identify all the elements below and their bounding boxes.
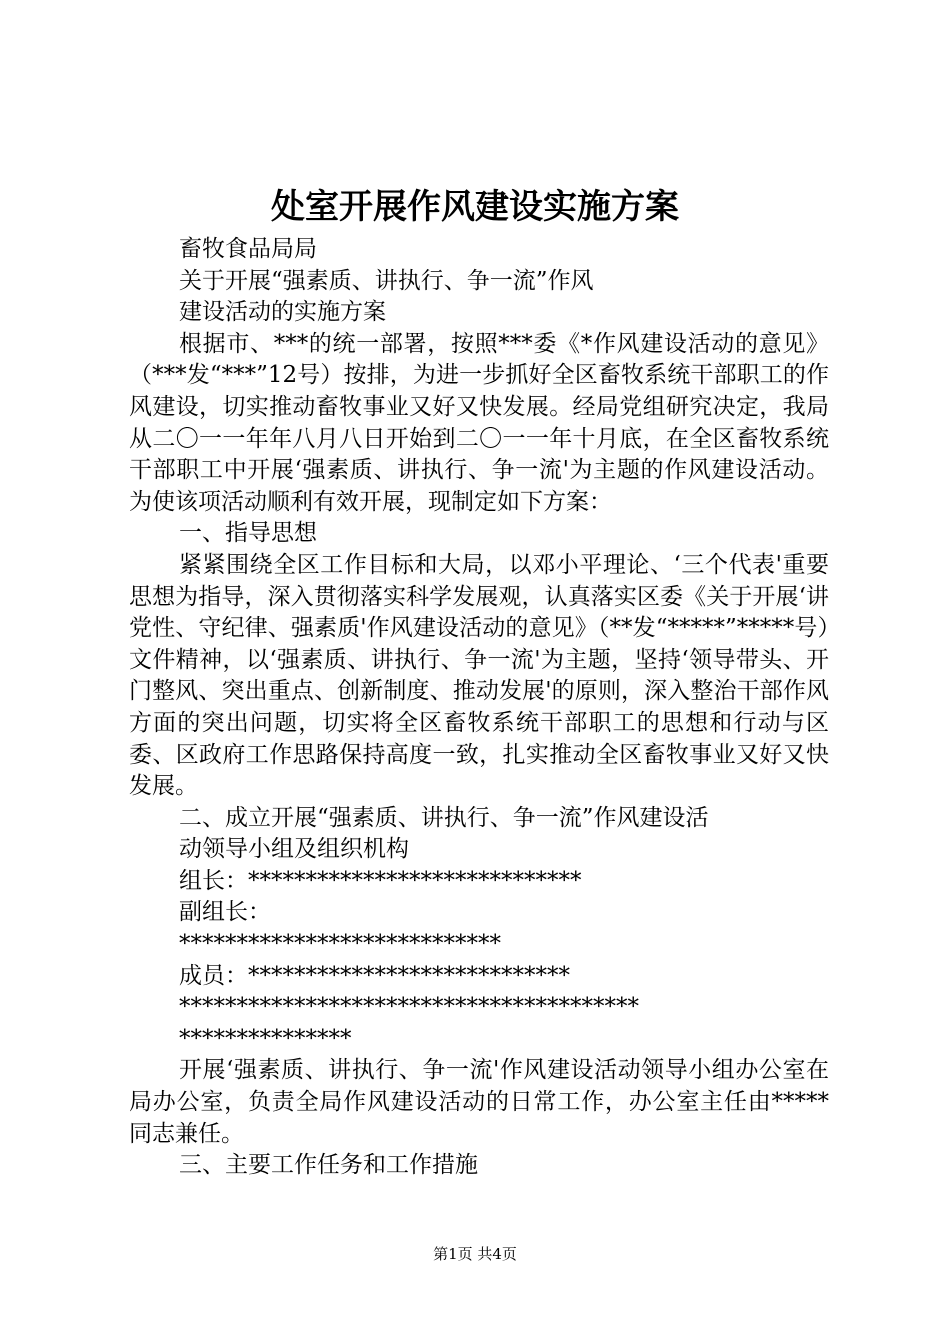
members-line-1: 成员：**************************** xyxy=(179,962,570,989)
deputy-value: **************************** xyxy=(179,931,501,958)
document-title: 处室开展作风建设实施方案 xyxy=(271,187,679,227)
deputy-label: 副组长： xyxy=(179,899,271,926)
page-footer: 第1页 共4页 xyxy=(433,1245,517,1263)
subtitle-line-2: 建设活动的实施方案 xyxy=(179,299,386,326)
section-heading-3: 三、主要工作任务和工作措施 xyxy=(179,1152,478,1179)
subtitle-line-1: 关于开展“强素质、讲执行、争一流”作风 xyxy=(179,267,594,294)
section-heading-2-line-1: 二、成立开展“强素质、讲执行、争一流”作风建设活 xyxy=(179,804,709,831)
intro-paragraph: 根据市、***的统一部署，按照***委《*作风建设活动的意见》（***发“***”12号）按排，为进一步抓好全区畜牧系统干部职工的作风建设，切实推动畜牧事业又好又快发展。经局党组研究决定，我局从二〇一一年年八月八日开始到二〇一一年十月底，在全区畜牧系统干部职工中开展‘强素质、讲执行、争一流'为主题的作风建设活动。为使该项活动顺利有效开展，现制定如下方案： xyxy=(129,330,829,515)
members-line-3: *************** xyxy=(179,1025,352,1052)
office-paragraph: 开展‘强素质、讲执行、争一流'作风建设活动领导小组办公室在局办公室，负责全局作风建设活动的日常工作，办公室主任由*****同志兼任。 xyxy=(129,1057,829,1147)
members-line-2: **************************************** xyxy=(179,994,639,1021)
section-heading-2-line-2: 动领导小组及组织机构 xyxy=(179,836,409,863)
section-heading-1: 一、指导思想 xyxy=(179,520,317,547)
guiding-thought-paragraph: 紧紧围绕全区工作目标和大局，以邓小平理论、‘三个代表'重要思想为指导，深入贯彻落实科学发展观，认真落实区委《关于开展‘讲党性、守纪律、强素质'作风建设活动的意见》（**发“*****”*****号）文件精神，以‘强素质、讲执行、争一流'为主题，坚持‘领导带头、开门整风、突出重点、创新制度、推动发展'的原则，深入整治干部作风方面的突出问题，切实将全区畜牧系统干部职工的思想和行动与区委、区政府工作思路保持高度一致，扎实推动全区畜牧事业又好又快发展。 xyxy=(129,551,829,800)
document-body xyxy=(129,234,829,1182)
leader-line: 组长：***************************** xyxy=(179,867,582,894)
org-line: 畜牧食品局局 xyxy=(179,236,317,262)
